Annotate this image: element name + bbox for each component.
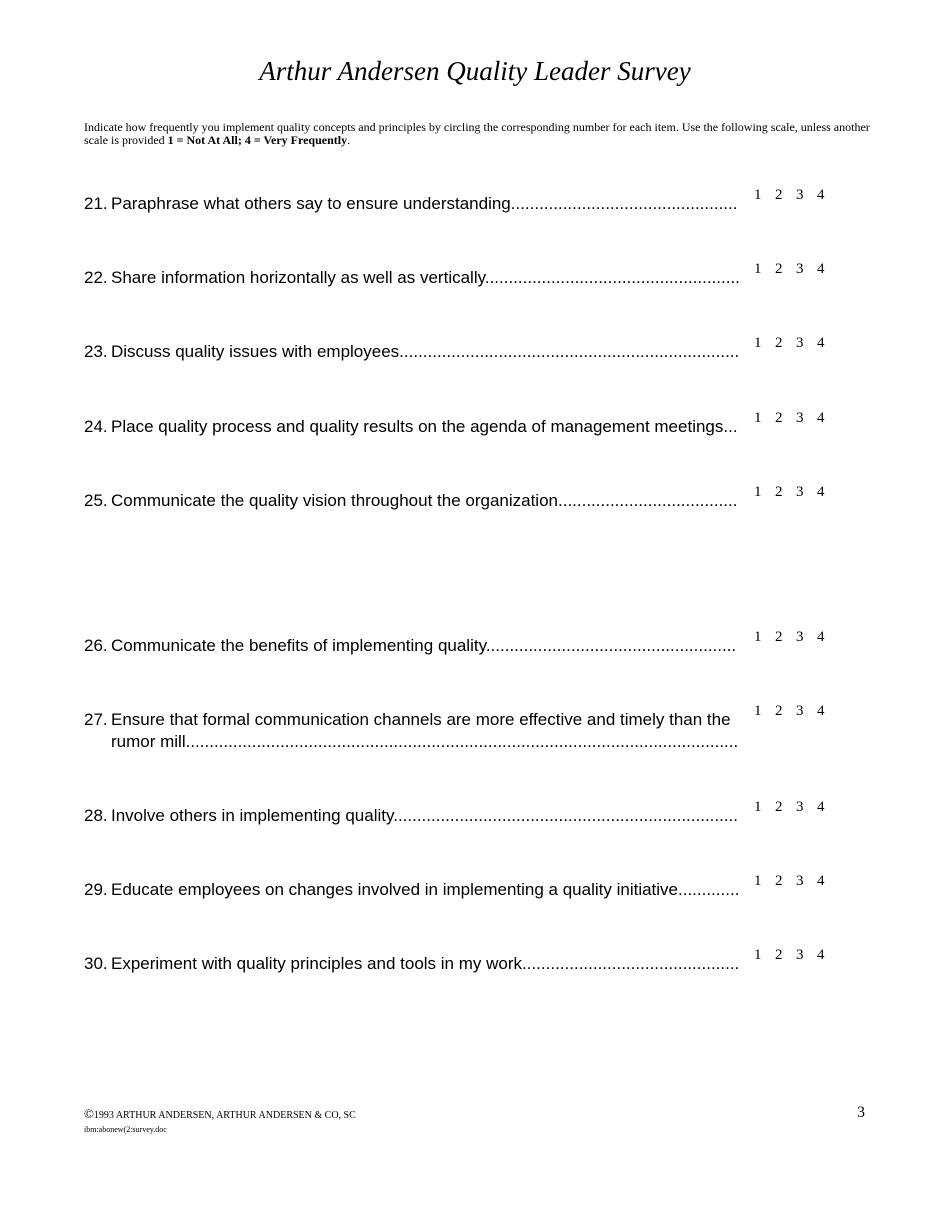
item-number: 25. bbox=[84, 491, 108, 510]
item-text: Ensure that formal communication channels are more effective and timely than the bbox=[111, 710, 731, 729]
rating-scale[interactable] bbox=[754, 629, 838, 646]
rating-3[interactable]: 3 bbox=[796, 335, 804, 351]
rating-1[interactable]: 1 bbox=[754, 335, 762, 351]
rating-1[interactable]: 1 bbox=[754, 799, 762, 815]
rating-2[interactable]: 2 bbox=[775, 335, 783, 351]
rating-3[interactable]: 3 bbox=[796, 261, 804, 277]
rating-4[interactable]: 4 bbox=[817, 703, 825, 719]
rating-2[interactable]: 2 bbox=[775, 410, 783, 426]
leader-dots: ...................................................... bbox=[484, 268, 740, 287]
survey-item-23 bbox=[84, 335, 844, 391]
rating-4[interactable]: 4 bbox=[817, 261, 825, 277]
item-text: Paraphrase what others say to ensure understanding bbox=[111, 194, 511, 213]
rating-scale[interactable] bbox=[754, 873, 838, 890]
survey-item-22 bbox=[84, 261, 844, 317]
instructions-end: . bbox=[347, 133, 351, 147]
item-text-line2: rumor mill bbox=[111, 732, 186, 751]
item-text: Experiment with quality principles and tools in my work bbox=[111, 954, 523, 973]
rating-3[interactable]: 3 bbox=[796, 410, 804, 426]
rating-4[interactable]: 4 bbox=[817, 947, 825, 963]
instructions-scale: 1 = Not At All; 4 = Very Frequently bbox=[167, 133, 348, 147]
rating-3[interactable]: 3 bbox=[796, 873, 804, 889]
survey-item-24 bbox=[84, 410, 844, 466]
rating-4[interactable]: 4 bbox=[817, 873, 825, 889]
rating-scale[interactable] bbox=[754, 484, 838, 501]
item-text: Educate employees on changes involved in implementing a quality initiative bbox=[111, 880, 679, 899]
rating-2[interactable]: 2 bbox=[775, 484, 783, 500]
item-text: Place quality process and quality results on the agenda of management meetings bbox=[111, 417, 724, 436]
rating-2[interactable]: 2 bbox=[775, 703, 783, 719]
rating-3[interactable]: 3 bbox=[796, 947, 804, 963]
rating-scale[interactable] bbox=[754, 335, 838, 352]
page-title: Arthur Andersen Quality Leader Survey bbox=[259, 56, 691, 86]
item-number: 27. bbox=[84, 710, 108, 729]
item-text: Discuss quality issues with employees bbox=[111, 342, 400, 361]
item-number: 24. bbox=[84, 417, 108, 436]
leader-dots: ... bbox=[723, 417, 738, 436]
rating-2[interactable]: 2 bbox=[775, 261, 783, 277]
rating-2[interactable]: 2 bbox=[775, 873, 783, 889]
rating-3[interactable]: 3 bbox=[796, 703, 804, 719]
survey-item-30 bbox=[84, 947, 844, 1003]
leader-dots: ..................................................................................................................... bbox=[185, 732, 739, 751]
survey-item-26 bbox=[84, 629, 844, 685]
item-number: 28. bbox=[84, 806, 108, 825]
rating-4[interactable]: 4 bbox=[817, 335, 825, 351]
leader-dots: ............. bbox=[678, 880, 740, 899]
rating-2[interactable]: 2 bbox=[775, 629, 783, 645]
survey-item-21 bbox=[84, 187, 844, 243]
rating-2[interactable]: 2 bbox=[775, 187, 783, 203]
rating-1[interactable]: 1 bbox=[754, 484, 762, 500]
file-path: ibm:abonew(2:survey.doc bbox=[84, 1125, 167, 1134]
rating-2[interactable]: 2 bbox=[775, 947, 783, 963]
item-number: 22. bbox=[84, 268, 108, 287]
leader-dots: .............................................. bbox=[522, 954, 740, 973]
leader-dots: ......................................................................... bbox=[393, 806, 739, 825]
item-text: Involve others in implementing quality bbox=[111, 806, 394, 825]
leader-dots: ........................................................................ bbox=[399, 342, 740, 361]
rating-scale[interactable] bbox=[754, 261, 838, 278]
rating-scale[interactable] bbox=[754, 947, 838, 964]
instructions-text: Indicate how frequently you implement quality concepts and principles by circling the corresponding number for each item. Use the following scale, unless another scale is provided bbox=[84, 120, 870, 147]
item-number: 26. bbox=[84, 636, 108, 655]
rating-1[interactable]: 1 bbox=[754, 410, 762, 426]
rating-4[interactable]: 4 bbox=[817, 484, 825, 500]
rating-4[interactable]: 4 bbox=[817, 629, 825, 645]
copyright-notice bbox=[84, 1106, 356, 1122]
item-number: 29. bbox=[84, 880, 108, 899]
rating-1[interactable]: 1 bbox=[754, 187, 762, 203]
survey-item-29 bbox=[84, 873, 844, 929]
rating-scale[interactable] bbox=[754, 410, 838, 427]
copyright-icon: © bbox=[84, 1106, 94, 1121]
rating-1[interactable]: 1 bbox=[754, 629, 762, 645]
rating-4[interactable]: 4 bbox=[817, 187, 825, 203]
rating-3[interactable]: 3 bbox=[796, 484, 804, 500]
rating-1[interactable]: 1 bbox=[754, 261, 762, 277]
copyright-text: 1993 ARTHUR ANDERSEN, ARTHUR ANDERSEN & CO, SC bbox=[93, 1110, 356, 1121]
item-text: Share information horizontally as well as vertically bbox=[111, 268, 485, 287]
item-text: Communicate the benefits of implementing quality bbox=[111, 636, 486, 655]
rating-3[interactable]: 3 bbox=[796, 187, 804, 203]
survey-item-25 bbox=[84, 484, 844, 540]
leader-dots: ...................................... bbox=[558, 491, 738, 510]
rating-scale[interactable] bbox=[754, 703, 838, 720]
instructions bbox=[84, 121, 874, 147]
rating-2[interactable]: 2 bbox=[775, 799, 783, 815]
leader-dots: ................................................ bbox=[510, 194, 738, 213]
rating-scale[interactable] bbox=[754, 187, 838, 204]
item-number: 21. bbox=[84, 194, 108, 213]
leader-dots: ..................................................... bbox=[485, 636, 737, 655]
item-number: 23. bbox=[84, 342, 108, 361]
rating-4[interactable]: 4 bbox=[817, 410, 825, 426]
rating-1[interactable]: 1 bbox=[754, 947, 762, 963]
rating-1[interactable]: 1 bbox=[754, 703, 762, 719]
rating-4[interactable]: 4 bbox=[817, 799, 825, 815]
survey-item-28 bbox=[84, 799, 844, 855]
rating-3[interactable]: 3 bbox=[796, 629, 804, 645]
item-text: Communicate the quality vision throughout the organization bbox=[111, 491, 558, 510]
rating-scale[interactable] bbox=[754, 799, 838, 816]
rating-1[interactable]: 1 bbox=[754, 873, 762, 889]
page-number: 3 bbox=[857, 1104, 865, 1121]
rating-3[interactable]: 3 bbox=[796, 799, 804, 815]
survey-item-27 bbox=[84, 703, 844, 759]
item-number: 30. bbox=[84, 954, 108, 973]
